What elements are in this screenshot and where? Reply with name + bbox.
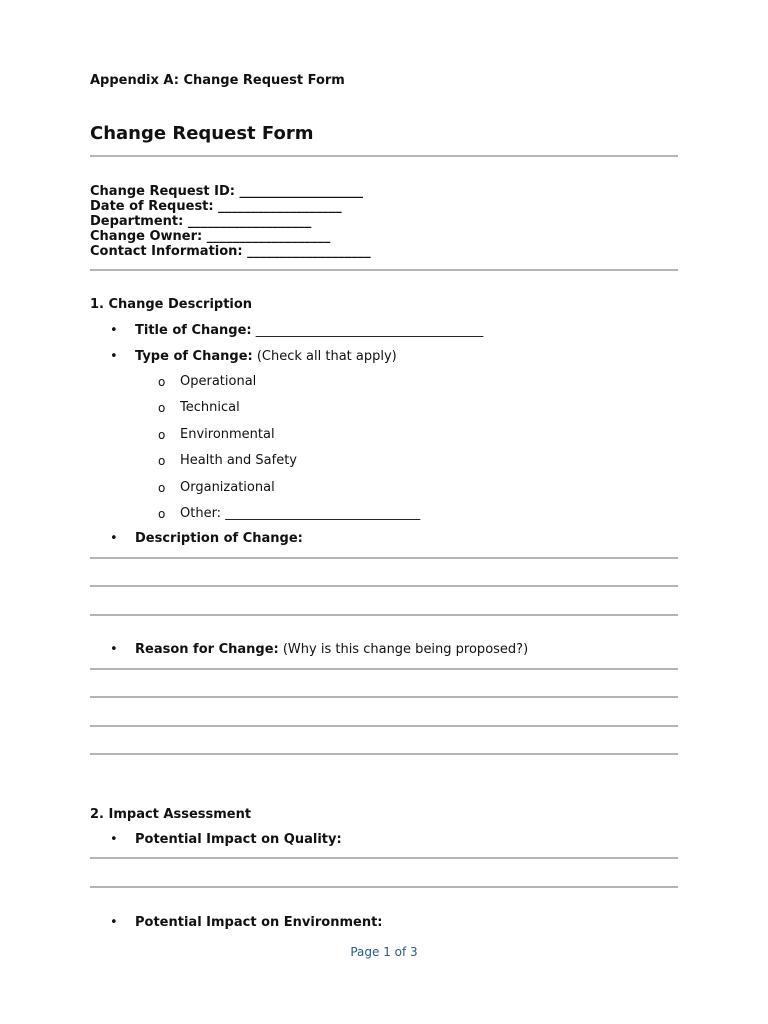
reason-for-change-note: (Why is this change being proposed?) bbox=[278, 642, 529, 657]
answer-line bbox=[90, 614, 678, 616]
page-title: Change Request Form bbox=[90, 123, 314, 144]
option-organizational: Organizational bbox=[180, 480, 275, 495]
option-other: Other: ______________________________ bbox=[180, 506, 421, 521]
field-change-request-id: Change Request ID: ___________________ bbox=[90, 184, 364, 199]
bullet-marker: • bbox=[110, 832, 118, 847]
type-of-change-item bbox=[135, 349, 397, 364]
bullet-marker: • bbox=[110, 349, 118, 364]
title-of-change-item bbox=[135, 323, 483, 338]
title-of-change-label: Title of Change: bbox=[135, 323, 252, 338]
bullet-marker: • bbox=[110, 915, 118, 930]
section-heading-change-description: 1. Change Description bbox=[90, 297, 253, 312]
reason-for-change-label: Reason for Change: bbox=[135, 642, 279, 657]
reason-for-change-item bbox=[135, 642, 528, 657]
divider bbox=[90, 155, 678, 157]
impact-on-quality-label: Potential Impact on Quality: bbox=[135, 832, 342, 847]
answer-line bbox=[90, 725, 678, 727]
field-date-of-request: Date of Request: ___________________ bbox=[90, 199, 342, 214]
bullet-marker: • bbox=[110, 531, 118, 546]
answer-line bbox=[90, 753, 678, 755]
answer-line bbox=[90, 886, 678, 888]
impact-on-environment-item bbox=[135, 915, 382, 930]
sub-bullet-marker: o bbox=[158, 481, 166, 495]
type-of-change-note: (Check all that apply) bbox=[252, 349, 397, 364]
answer-line bbox=[90, 696, 678, 698]
description-of-change-label: Description of Change: bbox=[135, 531, 303, 546]
sub-bullet-marker: o bbox=[158, 454, 166, 468]
page-number: Page 1 of 3 bbox=[350, 945, 418, 959]
option-technical: Technical bbox=[180, 400, 240, 415]
type-of-change-label: Type of Change: bbox=[135, 349, 253, 364]
section-heading-impact-assessment: 2. Impact Assessment bbox=[90, 807, 252, 822]
field-contact-information: Contact Information: ___________________ bbox=[90, 244, 371, 259]
answer-line bbox=[90, 668, 678, 670]
appendix-heading: Appendix A: Change Request Form bbox=[90, 73, 345, 88]
description-of-change-item bbox=[135, 531, 303, 546]
sub-bullet-marker: o bbox=[158, 428, 166, 442]
sub-bullet-marker: o bbox=[158, 507, 166, 521]
field-change-owner: Change Owner: ___________________ bbox=[90, 229, 331, 244]
answer-line bbox=[90, 585, 678, 587]
sub-bullet-marker: o bbox=[158, 401, 166, 415]
bullet-marker: • bbox=[110, 323, 118, 338]
option-environmental: Environmental bbox=[180, 427, 275, 442]
answer-line bbox=[90, 857, 678, 859]
answer-line bbox=[90, 557, 678, 559]
divider bbox=[90, 269, 678, 271]
impact-on-environment-label: Potential Impact on Environment: bbox=[135, 915, 383, 930]
option-operational: Operational bbox=[180, 374, 257, 389]
field-department: Department: ___________________ bbox=[90, 214, 312, 229]
bullet-marker: • bbox=[110, 642, 118, 657]
option-health-and-safety: Health and Safety bbox=[180, 453, 297, 468]
impact-on-quality-item bbox=[135, 832, 342, 847]
sub-bullet-marker: o bbox=[158, 375, 166, 389]
title-of-change-blank: ___________________________________ bbox=[251, 323, 484, 338]
